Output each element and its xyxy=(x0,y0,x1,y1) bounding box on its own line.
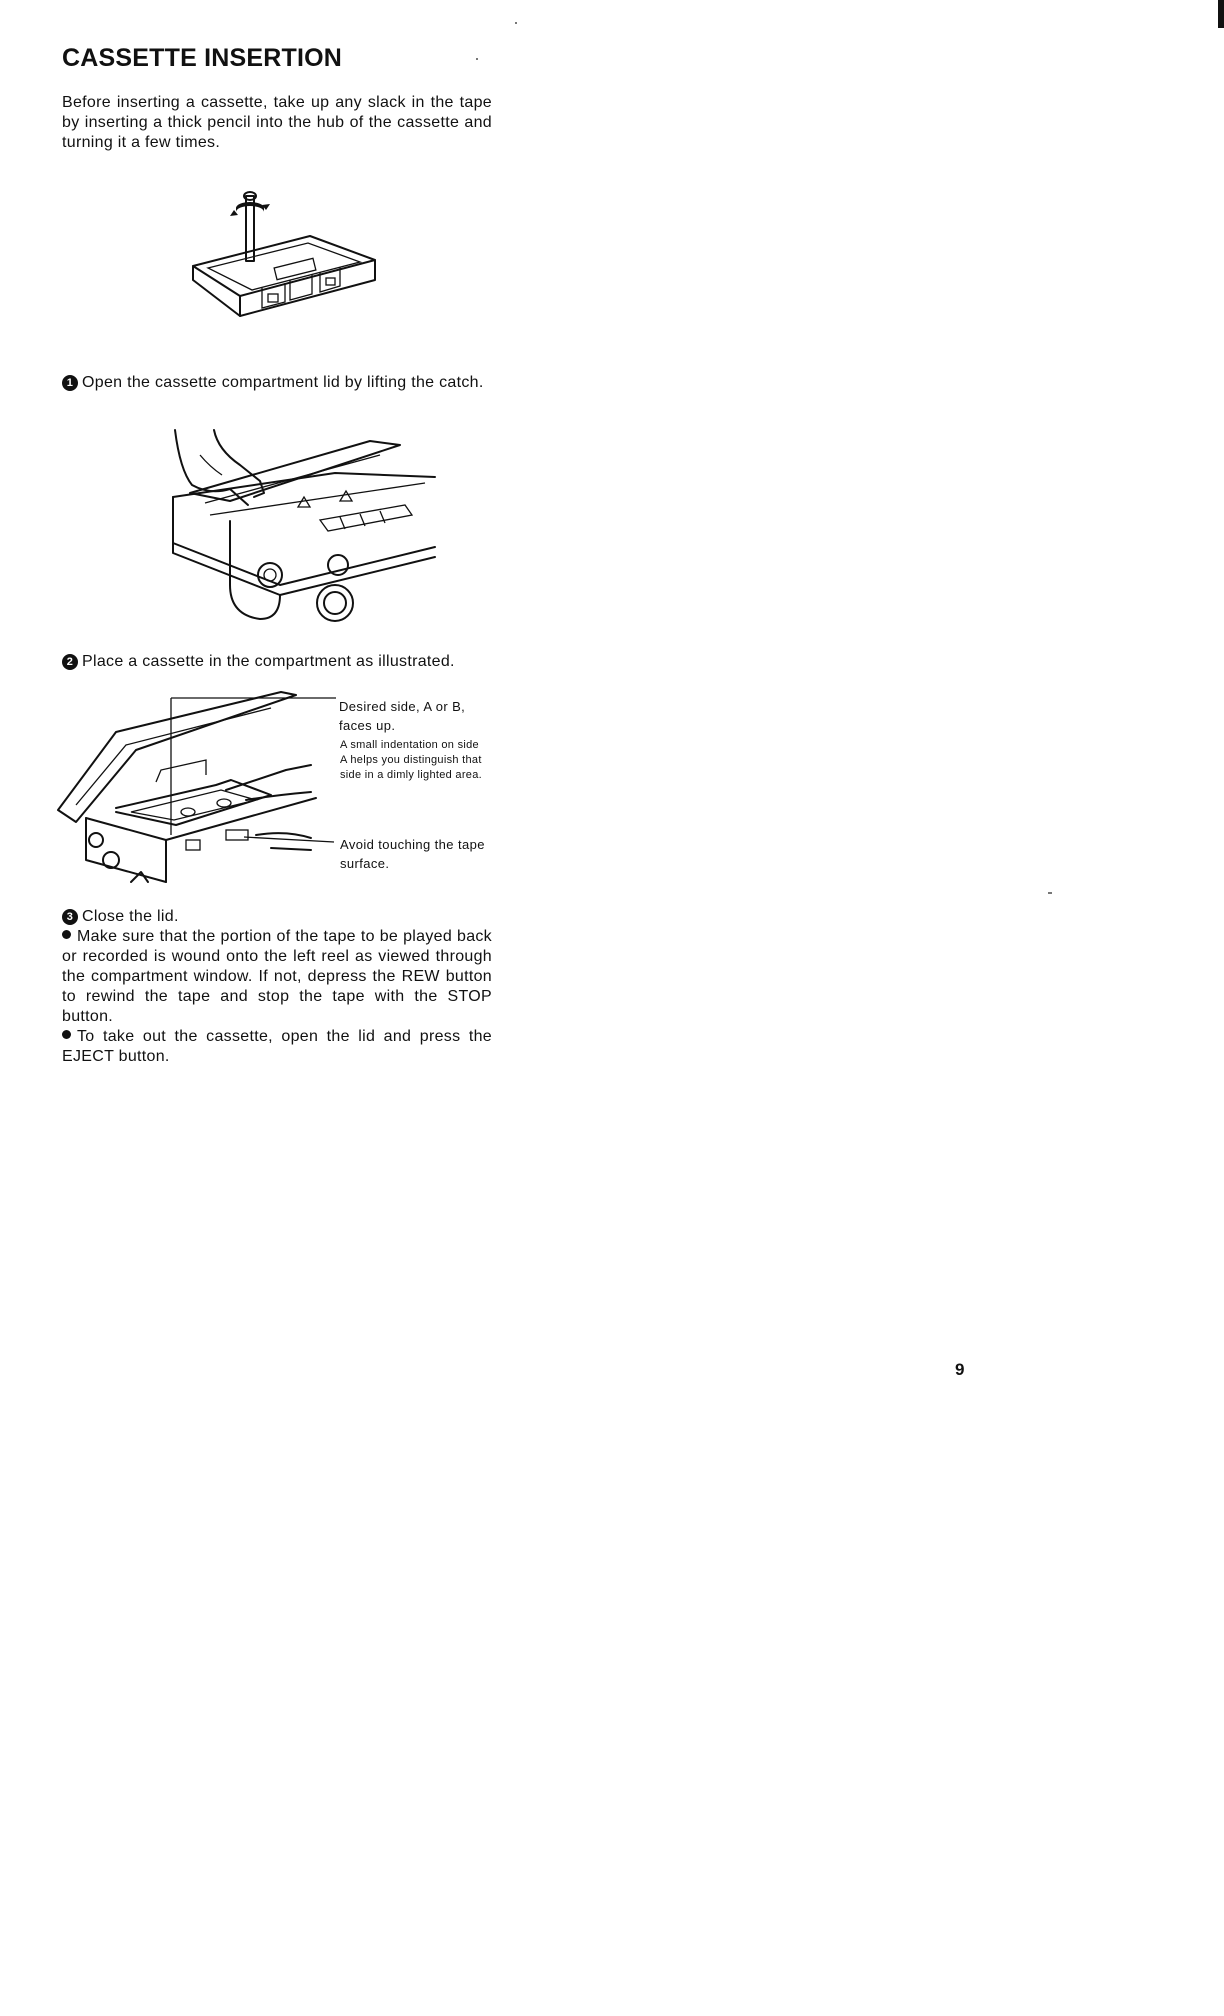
callout-desired-side-line-1: Desired side, A or B, xyxy=(339,699,466,714)
step-2-number: 2 xyxy=(62,654,78,670)
page-number: 9 xyxy=(955,1360,965,1379)
callout-indentation-line-2: A helps you distinguish that xyxy=(340,754,482,766)
scan-speck xyxy=(1048,892,1052,894)
step-3-text: Close the lid. xyxy=(82,908,179,925)
bullet-icon xyxy=(62,930,71,939)
callout-tape-surface-line-2: surface. xyxy=(340,856,390,871)
step-1 xyxy=(62,373,492,393)
bullet-icon xyxy=(62,1030,71,1039)
open-lid-illustration xyxy=(170,425,435,625)
step-3 xyxy=(62,907,492,927)
callout-indentation-line-1: A small indentation on side xyxy=(340,739,479,751)
step-2-text: Place a cassette in the compartment as illustrated. xyxy=(82,653,455,670)
scan-speck xyxy=(515,22,517,24)
step-3-number: 3 xyxy=(62,909,78,925)
bullet-rewind-text: Make sure that the portion of the tape to be played back or recorded is wound onto the left reel as viewed through the compartment window. If not, depress the REW button to rewind the tape and stop the tape with the STOP button. xyxy=(62,928,492,1025)
callout-tape-surface-line-1: Avoid touching the tape xyxy=(340,837,485,852)
step-1-text: Open the cassette compartment lid by lifting the catch. xyxy=(82,374,484,391)
page-edge-mark xyxy=(1218,0,1224,28)
scan-speck xyxy=(476,58,478,60)
step-1-number: 1 xyxy=(62,375,78,391)
place-cassette-illustration xyxy=(56,690,356,885)
bullet-item xyxy=(62,1027,492,1067)
page-title: CASSETTE INSERTION xyxy=(62,44,343,72)
intro-paragraph: Before inserting a cassette, take up any slack in the tape by inserting a thick pencil into the hub of the cassette and turning it a few times. xyxy=(62,94,492,151)
step-2 xyxy=(62,652,492,672)
bullet-eject-text: To take out the cassette, open the lid and press the EJECT button. xyxy=(62,1028,492,1065)
callout-indentation-line-3: side in a dimly lighted area. xyxy=(340,769,482,781)
pencil-cassette-illustration xyxy=(190,188,390,318)
callout-desired-side-line-2: faces up. xyxy=(339,718,396,733)
bullet-item xyxy=(62,927,492,1027)
